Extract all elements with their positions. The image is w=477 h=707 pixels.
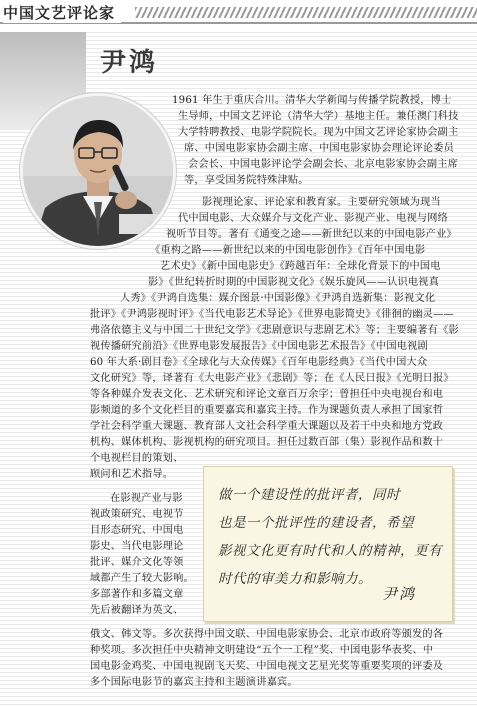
column-title: 中国文艺评论家 [3,2,121,23]
handwritten-line: 也是一个批评性的建设者，希望 [218,515,414,531]
critic-name: 尹鸿 [100,48,159,78]
biography-line: 影》《世纪转折时期的中国影视文化》《娱乐旋风——认识电视真 [148,277,440,288]
biography-line: 视听节目等。著有《通变之途——新世纪以来的中国电影产业》 [166,229,457,240]
biography-line: 弗洛依德主义与中国二十世纪文学》《悲剧意识与悲剧艺术》等；主要编著有《影 [90,325,459,336]
biography-line: 个电视栏目的策划、 [90,453,184,464]
biography-line: 等，享受国务院特殊津贴。 [184,175,309,186]
handwritten-signature: 尹鸿 [382,585,417,603]
biography-line: 人秀》《尹鸿自选集：媒介图景·中国影像》《尹鸿自选新集：影视文化 [120,293,436,304]
biography-line: 多部著作和多篇文章 [90,589,184,600]
biography-line: 域都产生了较大影响。 [90,573,194,584]
biography-line: 1961 年生于重庆合川。清华大学新闻与传播学院教授，博士 [172,95,452,106]
biography-line: 等各种媒介发表文化、艺术研究和评论文章百万余字；曾担任中央电视台和电 [90,389,444,400]
biography-line: 文化研究》等，译著有《大电影产业》《悲剧》等；在《人民日报》《光明日报》 [90,373,454,384]
biography-line: 学社会科学重大课题、教育部人文社会科学重大课题以及若干中央和地方党政 [90,421,444,432]
biography-line: 代中国电影、大众媒介与文化产业、影视产业、电视与网络 [178,213,449,224]
biography-line: 批评》《尹鸿影视时评》《当代电影艺术导论》《世界电影简史》《徘徊的幽灵—— [90,309,454,320]
biography-line: 影视理论家、评论家和教育家。主要研究领域为现当 [202,197,441,208]
biography-line: 先后被翻译为英文、 [90,605,184,616]
biography-line: 俄文、韩文等。多次获得中国文联、中国电影家协会、北京市政府等颁发的各 [90,629,444,640]
biography-line: 艺术史》《新中国电影史》《跨越百年：全球化背景下的中国电 [160,261,441,272]
biography-line: 种奖项。多次担任中央精神文明建设“五个一工程”奖、中国电影华表奖、中 [90,645,434,656]
handwritten-line: 时代的审美力和影响力。 [218,571,372,587]
biography-line: 大学特聘教授、电影学院院长。现为中国文艺评论家协会副主 [178,127,459,138]
biography-line: 席、中国电影家协会副主席、中国电影家协会理论评论委员 [184,143,455,154]
handwritten-note-card [203,466,453,622]
handwritten-line: 影视文化更有时代和人的精神，更有 [218,543,442,559]
biography-line: 机构、媒体机构、影视机构的研究项目。担任过数百部（集）影视作品和数十 [90,437,444,448]
biography-line: 60 年大系·剧目卷》《全球化与大众传媒》《百年电影经典》《当代中国大众 [90,357,428,368]
biography-line: 生导师，中国文艺评论（清华大学）基地主任。兼任澳门科技 [178,111,459,122]
biography-line: 顾问和艺术指导。 [90,469,174,480]
biography-line: 会会长、中国电影评论学会副会长、北京电影家协会副主席 [188,159,459,170]
biography-line: 目形态研究、中国电 [90,525,184,536]
biography-line: 《重构之路——新世纪以来的中国电影创作》《百年中国电影 [150,245,426,256]
biography-line: 多个国际电影节的嘉宾主持和主题演讲嘉宾。 [90,677,298,688]
biography-line: 在影视产业与影 [110,493,183,504]
biography-line: 视传播研究前沿》《世界电影发展报告》《中国电影艺术报告》《中国电视剧 [90,341,428,352]
biography-line: 视政策研究、电视节 [90,509,184,520]
biography-line: 影频道的多个文化栏目的重要嘉宾和嘉宾主持。作为课题负责人承担了国家哲 [90,405,444,416]
biography-line: 国电影金鸡奖、中国电视剧飞天奖、中国电视文艺星光奖等重要奖项的评委及 [90,661,444,672]
biography-line: 批评、媒介文化等领 [90,557,184,568]
biography-line: 影史、当代电影理论 [90,541,184,552]
handwritten-line: 做一个建设性的批评者，同时 [218,487,400,503]
